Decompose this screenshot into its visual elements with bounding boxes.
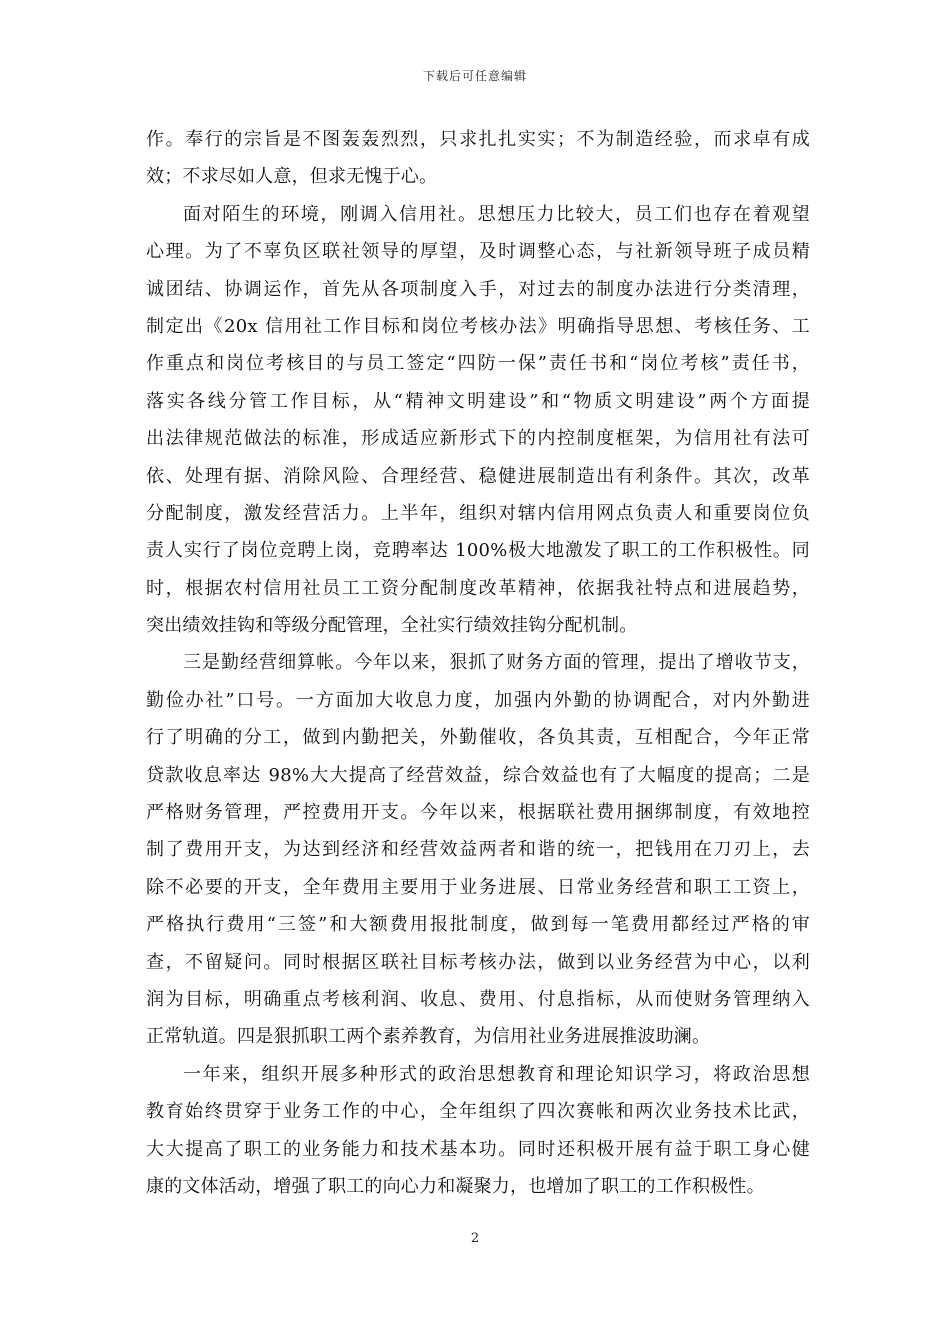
text-line: 突出绩效挂钩和等级分配管理，全社实行绩效挂钩分配机制。: [146, 615, 638, 637]
text-line: 心理。为了不辜负区联社领导的厚望，及时调整心态，与社新领导班子成员精: [146, 241, 810, 263]
text-line: 三是勤经营细算帐。今年以来，狠抓了财务方面的管理，提出了增收节支，: [183, 652, 810, 674]
text-line: 面对陌生的环境，刚调入信用社。思想压力比较大，员工们也存在着观望: [183, 203, 810, 225]
text-line: 一年来，组织开展多种形式的政治思想教育和理论知识学习，将政治思想: [183, 1063, 810, 1085]
text-line: 勤俭办社”口号。一方面加大收息力度，加强内外勤的协调配合，对内外勤进: [146, 689, 810, 711]
text-line: 出法律规范做法的标准，形成适应新形式下的内控制度框架，为信用社有法可: [146, 428, 810, 450]
text-line: 正常轨道。四是狠抓职工两个素养教育，为信用社业务进展推波助澜。: [146, 1026, 711, 1048]
text-line: 分配制度，激发经营活力。上半年，组织对辖内信用网点负责人和重要岗位负: [146, 502, 810, 524]
text-line: 制定出《20x 信用社工作目标和岗位考核办法》明确指导思想、考核任务、工: [146, 315, 810, 337]
page-header: [0, 67, 950, 84]
text-line: 康的文体活动，增强了职工的向心力和凝聚力，也增加了职工的工作积极性。: [146, 1175, 765, 1197]
text-line: 严格执行费用“三签”和大额费用报批制度，做到每一笔费用都经过严格的审: [146, 914, 810, 936]
text-line: 诚团结、协调运作，首先从各项制度入手，对过去的制度办法进行分类清理，: [146, 278, 810, 300]
text-line: 查，不留疑问。同时根据区联社目标考核办法，做到以业务经营为中心，以利: [146, 951, 810, 973]
text-line: 依、处理有据、消除风险、合理经营、稳健进展制造出有利条件。其次，改革: [146, 465, 810, 487]
text-line: 落实各线分管工作目标，从“精神文明建设”和“物质文明建设”两个方面提: [146, 390, 810, 412]
text-line: 严格财务管理，严控费用开支。今年以来，根据联社费用捆绑制度，有效地控: [146, 802, 810, 824]
text-line: 行了明确的分工，做到内勤把关，外勤催收，各负其责，互相配合，今年正常: [146, 727, 810, 749]
header-text: 下载后可任意编辑: [422, 69, 527, 83]
text-line: 制了费用开支，为达到经济和经营效益两者和谐的统一，把钱用在刀刃上，去: [146, 839, 810, 861]
text-line: 除不必要的开支，全年费用主要用于业务进展、日常业务经营和职工工资上，: [146, 876, 810, 898]
document-body: [146, 121, 810, 1205]
text-line: 作重点和岗位考核目的与员工签定“四防一保”责任书和“岗位考核”责任书，: [146, 353, 810, 375]
text-line: 贷款收息率达 98%大大提高了经营效益，综合效益也有了大幅度的提高；二是: [146, 764, 810, 786]
text-line: 润为目标，明确重点考核利润、收息、费用、付息指标，从而使财务管理纳入: [146, 988, 810, 1010]
text-line: 教育始终贯穿于业务工作的中心，全年组织了四次赛帐和两次业务技术比武，: [146, 1101, 810, 1123]
text-line: 时，根据农村信用社员工工资分配制度改革精神，依据我社特点和进展趋势，: [146, 577, 810, 599]
text-line: 作。奉行的宗旨是不图轰轰烈烈，只求扎扎实实；不为制造经验，而求卓有成: [146, 129, 810, 150]
page-number: 2: [470, 1231, 480, 1246]
text-line: 效；不求尽如人意，但求无愧于心。: [146, 166, 438, 188]
text-line: 责人实行了岗位竞聘上岗，竞聘率达 100%极大地激发了职工的工作积极性。同: [146, 540, 810, 562]
text-line: 大大提高了职工的业务能力和技术基本功。同时还积极开展有益于职工身心健: [146, 1138, 810, 1160]
